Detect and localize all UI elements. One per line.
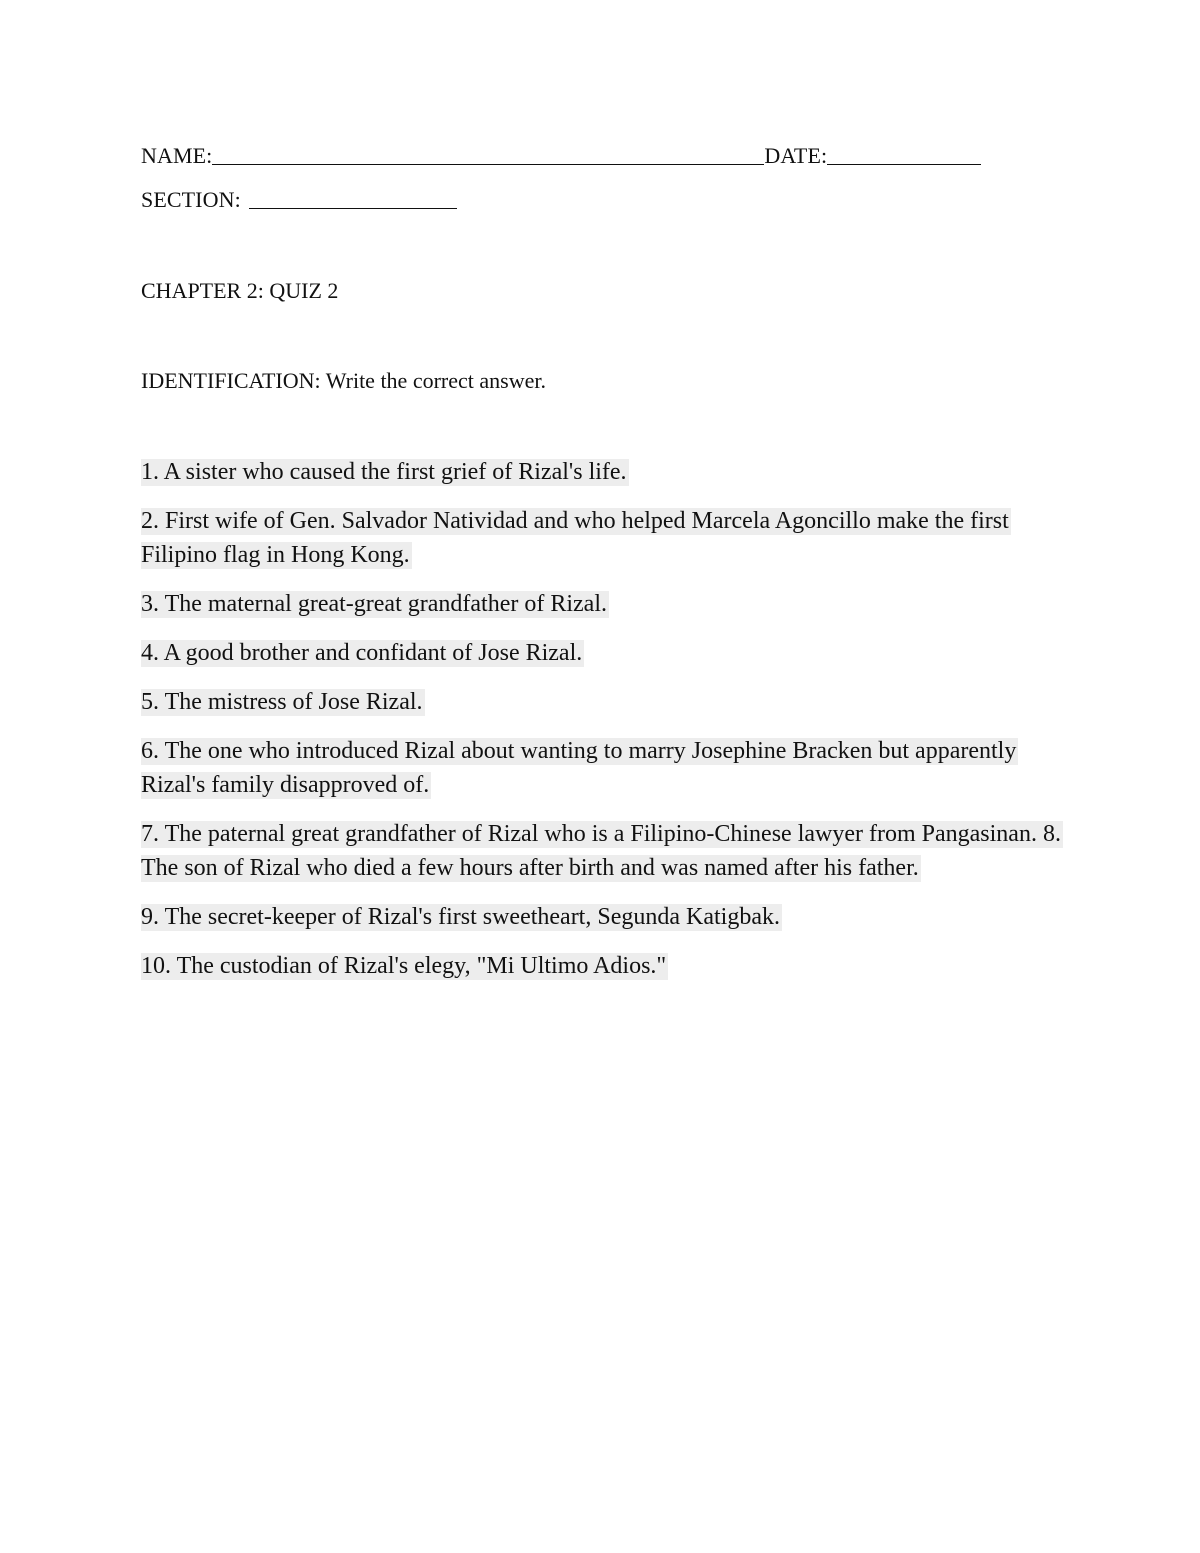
question-item [141,504,1061,572]
question-text: 10. The custodian of Rizal's elegy, "Mi Ultimo Adios." [141,953,667,979]
question-text: 2. First wife of Gen. Salvador Natividad and who helped Marcela Agoncillo make the first Filipino flag in Hong Kong. [141,508,1009,568]
question-item [141,734,1061,802]
question-text: 4. A good brother and confidant of Jose Rizal. [141,640,583,666]
question-text: 1. A sister who caused the first grief of Rizal's life. [141,459,627,485]
question-item [141,636,1061,670]
section-blank [249,188,457,209]
question-item [141,455,1061,489]
question-text: 3. The maternal great-great grandfather of Rizal. [141,591,607,617]
question-list [141,455,1061,998]
quiz-title: CHAPTER 2: QUIZ 2 [141,278,339,303]
question-text: 9. The secret-keeper of Rizal's first sweetheart, Segunda Katigbak. [141,904,780,930]
question-text: 7. The paternal great grandfather of Rizal who is a Filipino-Chinese lawyer from Pangasinan. 8. The son of Rizal who died a few hours after birth and was named after his father. [141,821,1061,881]
date-blank [827,144,981,165]
name-label: NAME: [141,143,213,168]
question-item [141,587,1061,621]
section-label: SECTION: [141,187,241,212]
question-item [141,949,1061,983]
name-blank [212,144,764,165]
date-label: DATE: [764,143,828,168]
question-item [141,685,1061,719]
question-text: 6. The one who introduced Rizal about wanting to marry Josephine Bracken but apparently Rizal's family disapproved of. [141,738,1017,798]
question-item [141,817,1061,885]
question-text: 5. The mistress of Jose Rizal. [141,689,423,715]
instructions: IDENTIFICATION: Write the correct answer. [141,368,546,393]
question-item [141,900,1061,934]
name-date-line [141,142,981,170]
section-line [141,186,457,214]
